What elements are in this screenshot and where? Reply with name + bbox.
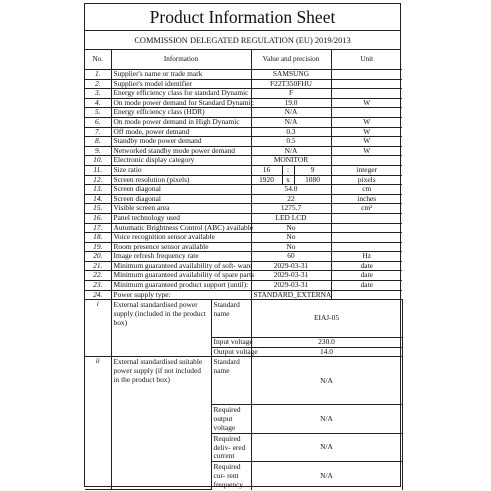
required-spec-value: N/A [251,405,402,433]
row-unit [331,156,402,166]
table-row [85,213,402,223]
row-number: 10. [85,156,111,166]
row-label: Image refresh frequency rate [111,252,251,262]
row-number: 19. [85,242,111,252]
row-value: 60 [251,252,331,262]
row-number: 7. [85,127,111,137]
row-value: No [251,242,331,252]
row-value: 2029-03-31 [251,261,331,271]
required-spec-label: Required cur- rent frequency [211,462,251,490]
row-number: 24. [85,290,111,300]
row-label: Supplier's model identifier [111,79,251,89]
row-unit [331,79,402,89]
row-value: N/A [251,117,331,127]
row-label: Standby mode power demand [111,137,251,147]
row-value: 0.5 [251,137,331,147]
sheet-title: Product Information Sheet [85,4,400,31]
row-label: Minimum guaranteed availability of soft- ware [111,261,251,271]
row-value: No [251,223,331,233]
standard-name-label: Standard name [211,357,251,405]
power-supply-i-row [85,300,402,338]
row-unit: W [331,137,402,147]
row-unit: W [331,127,402,137]
row-unit [331,233,402,243]
table-row [85,117,402,127]
row-value: STANDARD_EXTERNA [251,290,331,300]
row-label: On mode power demand in High Dynamic [111,117,251,127]
power-supply-description: External standardised power supply (included in the product box) [111,300,211,357]
row-label: Networked standby mode power demand [111,146,251,156]
header-information: Information [111,50,251,70]
row-unit: W [331,117,402,127]
required-spec-value: N/A [251,462,402,490]
table-row [85,290,402,300]
row-unit [331,70,402,80]
standard-name-value: N/A [251,357,402,405]
power-supply-ii-row [85,357,402,405]
row-unit: date [331,271,402,281]
power-supply-description: External standardised suitable power supply (if not included in the product box) [111,357,211,490]
row-number: i [85,300,111,357]
regulation-subtitle: COMMISSION DELEGATED REGULATION (EU) 2019/2013 [85,31,400,50]
row-value: 19.0 [251,98,331,108]
row-label: Supplier's name or trade mark [111,70,251,80]
input-voltage-value: 230.0 [251,338,402,348]
product-information-sheet [84,3,401,487]
table-row [85,70,402,80]
row-unit: Hz [331,252,402,262]
output-voltage-value: 14.0 [251,347,402,357]
row-number: 3. [85,89,111,99]
row-number: 21. [85,261,111,271]
row-number: ii [85,357,111,490]
row-number: 15. [85,204,111,214]
table-row [85,252,402,262]
row-number: 20. [85,252,111,262]
required-spec-label: Required output voltage [211,405,251,433]
row-unit [331,290,402,300]
row-label: Screen diagonal [111,185,251,195]
table-row [85,137,402,147]
row-number: 11. [85,165,111,175]
row-number: 1. [85,70,111,80]
row-unit: pixels [331,175,402,185]
row-value: No [251,233,331,243]
row-label: Off mode, power demand [111,127,251,137]
table-row [85,204,402,214]
row-label: Minimum guaranteed product support (until): [111,281,251,291]
row-number: 9. [85,146,111,156]
value-separator: : [282,165,294,175]
header-unit: Unit [331,50,402,70]
required-spec-label: Required deliv- ered current [211,433,251,461]
product-info-table [85,50,402,490]
row-unit: inches [331,194,402,204]
table-row [85,233,402,243]
header-row [85,50,402,70]
row-number: 17. [85,223,111,233]
row-label: On mode power demand for Standard Dynamic [111,98,251,108]
row-value: 54.0 [251,185,331,195]
header-value: Value and precision [251,50,331,70]
row-unit: date [331,281,402,291]
row-label: Voice recognition sensor available [111,233,251,243]
row-number: 13. [85,185,111,195]
value-part-b: 9 [294,165,331,175]
value-part-a: 1920 [251,175,282,185]
standard-name-label: Standard name [211,300,251,338]
table-row [85,281,402,291]
header-no: No. [85,50,111,70]
row-label: Visible screen area [111,204,251,214]
row-number: 18. [85,233,111,243]
row-label: Screen resolution (pixels) [111,175,251,185]
input-voltage-label: Input voltage [211,338,251,348]
value-separator: x [282,175,294,185]
row-number: 2. [85,79,111,89]
table-row [85,89,402,99]
row-unit: W [331,98,402,108]
row-label: Electronic display category [111,156,251,166]
row-label: Energy efficiency class for standard Dynamic [111,89,251,99]
row-unit [331,213,402,223]
row-unit: W [331,146,402,156]
row-unit: cm [331,185,402,195]
row-number: 4. [85,98,111,108]
row-value: 22 [251,194,331,204]
row-value: 2029-03-31 [251,281,331,291]
table-row [85,156,402,166]
row-label: Energy efficiency class (HDR) [111,108,251,118]
row-label: Panel technology used [111,213,251,223]
row-label: Size ratio [111,165,251,175]
row-unit: date [331,261,402,271]
row-label: Automatic Brightness Control (ABC) available [111,223,251,233]
row-number: 5. [85,108,111,118]
standard-name-value: EIAJ-05 [251,300,402,338]
row-number: 16. [85,213,111,223]
value-part-a: 16 [251,165,282,175]
table-row [85,185,402,195]
table-row [85,165,402,175]
row-unit: integer [331,165,402,175]
row-number: 8. [85,137,111,147]
row-number: 22. [85,271,111,281]
row-value: F22T350FHU [251,79,331,89]
row-number: 23. [85,281,111,291]
required-spec-value: N/A [251,433,402,461]
row-value: SAMSUNG [251,70,331,80]
row-value: LED LCD [251,213,331,223]
row-value: 2029-03-31 [251,271,331,281]
row-label: Minimum guaranteed availability of spare parts [111,271,251,281]
value-part-b: 1080 [294,175,331,185]
row-unit: cm² [331,204,402,214]
row-value: F [251,89,331,99]
row-number: 6. [85,117,111,127]
row-unit [331,89,402,99]
row-label: Power supply type: [111,290,251,300]
row-label: Room presence sensor available [111,242,251,252]
row-value: MONITOR [251,156,331,166]
row-unit [331,223,402,233]
row-value: N/A [251,146,331,156]
row-value: 0.3 [251,127,331,137]
row-label: Screen diagonal [111,194,251,204]
row-value: 1275.7 [251,204,331,214]
row-number: 14. [85,194,111,204]
row-number: 12. [85,175,111,185]
output-voltage-label: Output voltage [211,347,251,357]
row-value: N/A [251,108,331,118]
